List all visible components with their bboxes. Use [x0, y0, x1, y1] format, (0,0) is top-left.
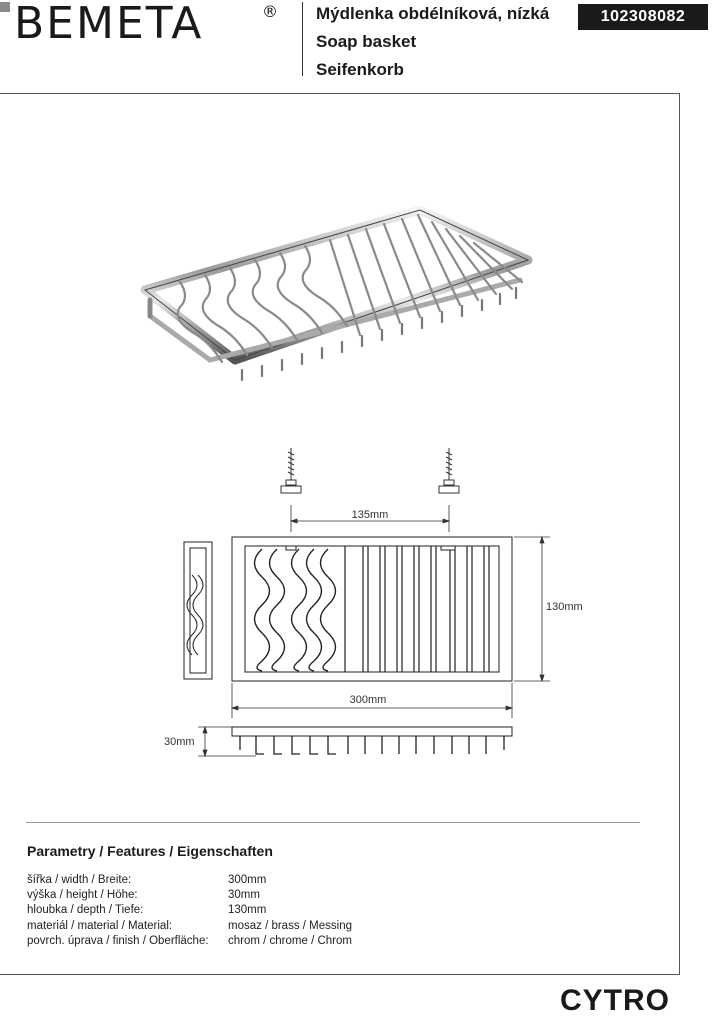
dim-300-label: 300mm: [349, 694, 387, 706]
dim-135-label: 135mm: [351, 509, 389, 521]
dim-height: [198, 727, 256, 756]
spec-row: [27, 903, 352, 918]
spec-value: chrom / chrome / Chrom: [228, 934, 352, 947]
side-view: [184, 542, 212, 679]
spec-row: [27, 873, 352, 888]
front-view: [232, 727, 512, 754]
features-title: Parametry / Features / Eigenschaften: [27, 843, 273, 859]
spec-row: [27, 934, 352, 949]
spec-label: výška / height / Höhe:: [27, 889, 138, 902]
title-de: Seifenkorb: [316, 60, 404, 79]
mounting-screws: [281, 448, 459, 493]
spec-label: materiál / material / Material:: [27, 919, 173, 932]
spec-value: 30mm: [228, 889, 260, 902]
product-code: 102308082: [578, 4, 708, 30]
spec-value: 130mm: [228, 904, 267, 917]
spec-label: hloubka / depth / Tiefe:: [27, 904, 144, 917]
title-cs: Mýdlenka obdélníková, nízká: [316, 4, 550, 23]
dim-30-label: 30mm: [164, 736, 195, 748]
dim-130-label: 130mm: [546, 601, 583, 613]
plan-view: [232, 537, 512, 681]
series-name: CYTRO: [560, 984, 670, 1017]
spec-row: [27, 919, 352, 934]
spec-label: povrch. úprava / finish / Oberfläche:: [27, 934, 209, 947]
registered-mark: ®: [262, 2, 278, 21]
dim-depth: [514, 537, 550, 681]
screw-right: [439, 448, 459, 493]
features-separator: [26, 822, 640, 823]
spec-value: 300mm: [228, 874, 267, 886]
spec-table: [27, 873, 352, 949]
spec-row: [27, 888, 352, 903]
spec-label: šířka / width / Breite:: [27, 874, 132, 886]
title-en: Soap basket: [316, 32, 417, 51]
product-photo: [145, 210, 528, 380]
spec-value: mosaz / brass / Messing: [228, 919, 352, 932]
screw-left: [281, 448, 301, 493]
brand-logo: BEMETA: [14, 0, 204, 49]
